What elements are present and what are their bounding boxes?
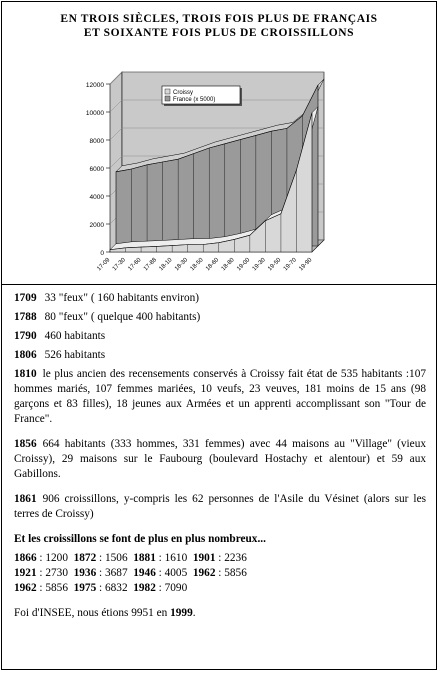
census-table [14, 551, 426, 596]
census-value: : 7090 [155, 582, 188, 594]
x-tick-label: 17-88 [142, 257, 159, 273]
title-line-1: EN TROIS SIÈCLES, TROIS FOIS PLUS DE FRANÇAIS [60, 13, 378, 25]
note-suffix: . [192, 607, 196, 619]
entry-text: 80 "feux" ( quelque 400 habitants) [44, 311, 201, 323]
page-title [2, 12, 436, 40]
paragraph-text: le plus ancien des recensements conservés à Croissy fait état de 535 habitants :107 hommes mariés, 107 femmes mariées, 10 veufs, 23 veuves, 181 moins de 15 ans (98 garçons et 83 filles), 18 jeunes aux Armées et un apprenti accomplissant son "Tour de France". [14, 368, 426, 425]
census-year: 1901 [192, 552, 216, 564]
census-year: 1881 [133, 552, 156, 564]
census-value: : 1610 [155, 552, 193, 564]
census-value: : 1506 [96, 552, 134, 564]
census-value: : 6832 [96, 582, 134, 594]
history-paragraph [14, 437, 426, 482]
x-tick-label: 19-90 [298, 257, 314, 273]
title-line-2: ET SOIXANTE FOIS PLUS DE CROISSILLONS [83, 27, 355, 39]
census-year: 1946 [133, 567, 156, 579]
census-row [14, 551, 426, 566]
entry-text: 460 habitants [44, 330, 106, 342]
x-tick-label: 17-09 [96, 257, 112, 273]
census-heading: Et les croissillons se font de plus en plus nombreux... [14, 533, 266, 545]
x-tick-label: 18-60 [205, 257, 221, 273]
year-entry [14, 310, 426, 325]
entry-year: 1806 [14, 349, 37, 361]
insee-note [14, 606, 426, 621]
y-tick-label: 10000 [85, 110, 104, 117]
paragraphs [14, 367, 426, 532]
x-tick-label: 19-00 [236, 257, 252, 273]
census-value: : 2236 [215, 552, 247, 564]
paragraph-text: 664 habitants (333 hommes, 331 femmes) avec 44 maisons au "Village" (vieux Croissy), 29 maisons sur le Faubourg (boulevard Hostachy et alentour) et 59 aux Gabillons. [14, 438, 426, 480]
census-year: 1936 [73, 567, 97, 579]
paragraph-text: 906 croissillons, y-compris les 62 personnes de l'Asile du Vésinet (alors sur les terres de Croissy) [14, 493, 426, 520]
census-year: 1872 [73, 552, 97, 564]
entry-year: 1790 [14, 330, 37, 342]
paragraph-year: 1810 [14, 368, 37, 380]
y-tick-label: 0 [100, 250, 104, 257]
census-value: : 5856 [215, 567, 247, 579]
year-entry [14, 291, 426, 306]
note-year: 1999 [170, 607, 193, 619]
x-tick-label: 17-30 [111, 257, 127, 273]
x-tick-label: 19-70 [282, 257, 298, 273]
history-paragraph [14, 367, 426, 427]
census-row [14, 581, 426, 596]
x-tick-label: 19-30 [251, 257, 267, 273]
note-prefix: Foi d'INSEE, nous étions 9951 en [14, 607, 171, 619]
divider [2, 284, 436, 285]
census-value: : 1200 [36, 552, 74, 564]
entry-text: 526 habitants [44, 349, 106, 361]
document-page [1, 1, 437, 670]
x-tick-label: 18-10 [158, 257, 174, 273]
y-tick-label: 2000 [89, 222, 104, 229]
text-body [14, 291, 426, 621]
paragraph-year: 1861 [14, 493, 37, 505]
paragraph-gap [14, 427, 426, 437]
census-year: 1975 [73, 582, 97, 594]
census-year: 1866 [14, 552, 37, 564]
census-row [14, 566, 426, 581]
legend-label: France (x 5000) [173, 97, 216, 103]
census-value: : 4005 [155, 567, 193, 579]
y-tick-label: 12000 [85, 82, 104, 89]
census-year: 1982 [133, 582, 156, 594]
x-tick-label: 18-80 [220, 257, 236, 273]
x-tick-label: 19-50 [267, 257, 283, 273]
y-tick-label: 6000 [89, 166, 104, 173]
legend-label: Croissy [173, 90, 194, 96]
history-paragraph [14, 492, 426, 522]
paragraph-gap [14, 482, 426, 492]
entry-year: 1709 [14, 292, 37, 304]
chart-svg [2, 52, 438, 284]
census-value: : 5856 [36, 582, 74, 594]
y-tick-label: 8000 [89, 138, 104, 145]
entries-list [14, 291, 426, 363]
census-value: : 3687 [96, 567, 134, 579]
population-chart [2, 52, 438, 284]
x-tick-label: 17-60 [127, 257, 143, 273]
x-tick-label: 18-50 [189, 257, 205, 273]
legend-swatch [165, 96, 170, 101]
y-tick-label: 4000 [89, 194, 104, 201]
census-year: 1962 [192, 567, 216, 579]
year-entry [14, 348, 426, 363]
legend-swatch [165, 89, 170, 94]
x-tick-label: 18-30 [174, 257, 190, 273]
paragraph-gap [14, 522, 426, 532]
year-entry [14, 329, 426, 344]
entry-year: 1788 [14, 311, 37, 323]
census-year: 1921 [14, 567, 37, 579]
entry-text: 33 "feux" ( 160 habitants environ) [44, 292, 200, 304]
census-year: 1962 [14, 582, 37, 594]
paragraph-year: 1856 [14, 438, 37, 450]
census-value: : 2730 [36, 567, 74, 579]
